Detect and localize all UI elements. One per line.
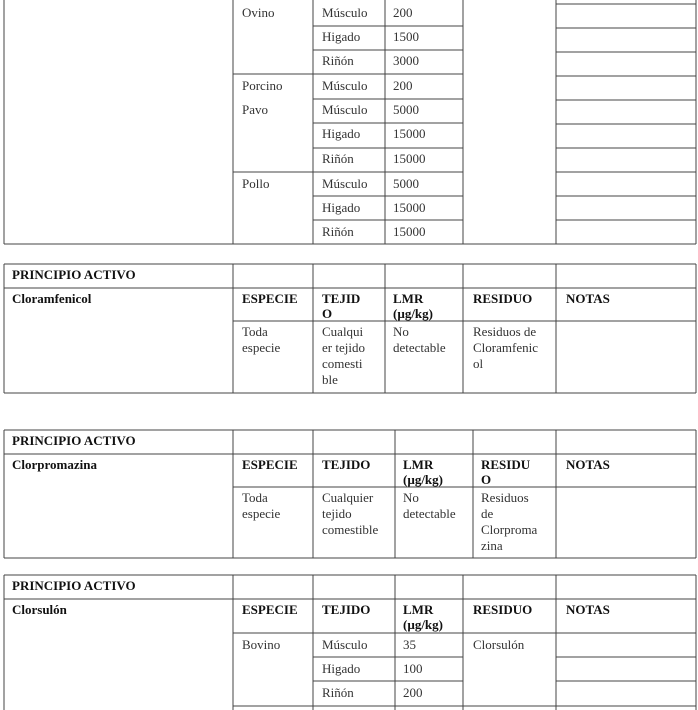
header-residuo: RESIDUO (473, 291, 533, 306)
residue-cell: Residuos de (473, 324, 537, 339)
tissue-cell: comestible (322, 522, 379, 537)
tissue-cell: Riñón (322, 53, 354, 68)
tissue-cell: Cualquier (322, 490, 374, 505)
header-notas: NOTAS (566, 457, 610, 472)
section-label: PRINCIPIO ACTIVO (12, 433, 136, 448)
lmr-cell: No (403, 490, 419, 505)
species-cell: Ovino (242, 5, 275, 20)
residue-cell: Clorsulón (473, 637, 525, 652)
header-tejido: TEJIDO (322, 602, 371, 617)
header-especie: ESPECIE (242, 457, 298, 472)
species-cell: Pavo (242, 102, 268, 117)
lmr-cell: 3000 (393, 53, 419, 68)
lmr-cell: 200 (393, 5, 413, 20)
header-lmr-unit: (µg/kg) (393, 306, 433, 321)
residue-cell: zina (481, 538, 503, 553)
lmr-cell: 1500 (393, 29, 419, 44)
section-label: PRINCIPIO ACTIVO (12, 267, 136, 282)
section-label: PRINCIPIO ACTIVO (12, 578, 136, 593)
tissue-cell: Higado (322, 661, 361, 676)
lmr-cell: detectable (393, 340, 446, 355)
species-cell: Porcino (242, 78, 283, 93)
lmr-cell: No (393, 324, 409, 339)
tissue-cell: Músculo (322, 102, 368, 117)
tissue-cell: Músculo (322, 176, 368, 191)
header-especie: ESPECIE (242, 291, 298, 306)
tissue-cell: Higado (322, 126, 361, 141)
lmr-cell: 15000 (393, 126, 426, 141)
active-ingredient-name: Cloramfenicol (12, 291, 92, 306)
lmr-cell: detectable (403, 506, 456, 521)
tissue-cell: Higado (322, 29, 361, 44)
species-cell: especie (242, 340, 281, 355)
lmr-cell: 15000 (393, 200, 426, 215)
species-cell: Toda (242, 490, 268, 505)
header-residuo: RESIDUO (473, 602, 533, 617)
header-notas: NOTAS (566, 291, 610, 306)
tissue-cell: Músculo (322, 5, 368, 20)
tissue-cell: ble (322, 372, 338, 387)
residue-cell: ol (473, 356, 484, 371)
tissue-cell: Músculo (322, 78, 368, 93)
header-residuo: O (481, 472, 492, 487)
tissue-cell: Riñón (322, 224, 354, 239)
residue-cell: de (481, 506, 494, 521)
tissue-cell: Riñón (322, 685, 354, 700)
tissue-cell: Músculo (322, 637, 368, 652)
header-residuo: RESIDU (481, 457, 531, 472)
tissue-cell: comesti (322, 356, 363, 371)
lmr-cell: 200 (393, 78, 413, 93)
active-ingredient-name: Clorsulón (12, 602, 67, 617)
tissue-cell: tejido (322, 506, 352, 521)
residue-cell: Clorproma (481, 522, 538, 537)
residue-cell: Residuos (481, 490, 529, 505)
header-notas: NOTAS (566, 602, 610, 617)
lmr-cell: 5000 (393, 102, 419, 117)
header-lmr: LMR (393, 291, 424, 306)
species-cell: Bovino (242, 637, 281, 652)
lmr-cell: 35 (403, 637, 416, 652)
header-especie: ESPECIE (242, 602, 298, 617)
residue-cell: Cloramfenic (473, 340, 538, 355)
header-tejido: TEJID (322, 291, 361, 306)
header-lmr-unit: (µg/kg) (403, 472, 443, 487)
lmr-cell: 5000 (393, 176, 419, 191)
species-cell: Toda (242, 324, 268, 339)
tissue-cell: er tejido (322, 340, 365, 355)
header-lmr: LMR (403, 457, 434, 472)
active-ingredient-name: Clorpromazina (12, 457, 97, 472)
header-lmr-unit: (µg/kg) (403, 617, 443, 632)
tissue-cell: Cualqui (322, 324, 364, 339)
tissue-cell: Higado (322, 200, 361, 215)
lmr-cell: 100 (403, 661, 423, 676)
header-tejido: O (322, 306, 333, 321)
header-tejido: TEJIDO (322, 457, 371, 472)
header-lmr: LMR (403, 602, 434, 617)
species-cell: especie (242, 506, 281, 521)
tissue-cell: Riñón (322, 151, 354, 166)
lmr-cell: 15000 (393, 224, 426, 239)
lmr-cell: 200 (403, 685, 423, 700)
lmr-cell: 15000 (393, 151, 426, 166)
species-cell: Pollo (242, 176, 270, 191)
